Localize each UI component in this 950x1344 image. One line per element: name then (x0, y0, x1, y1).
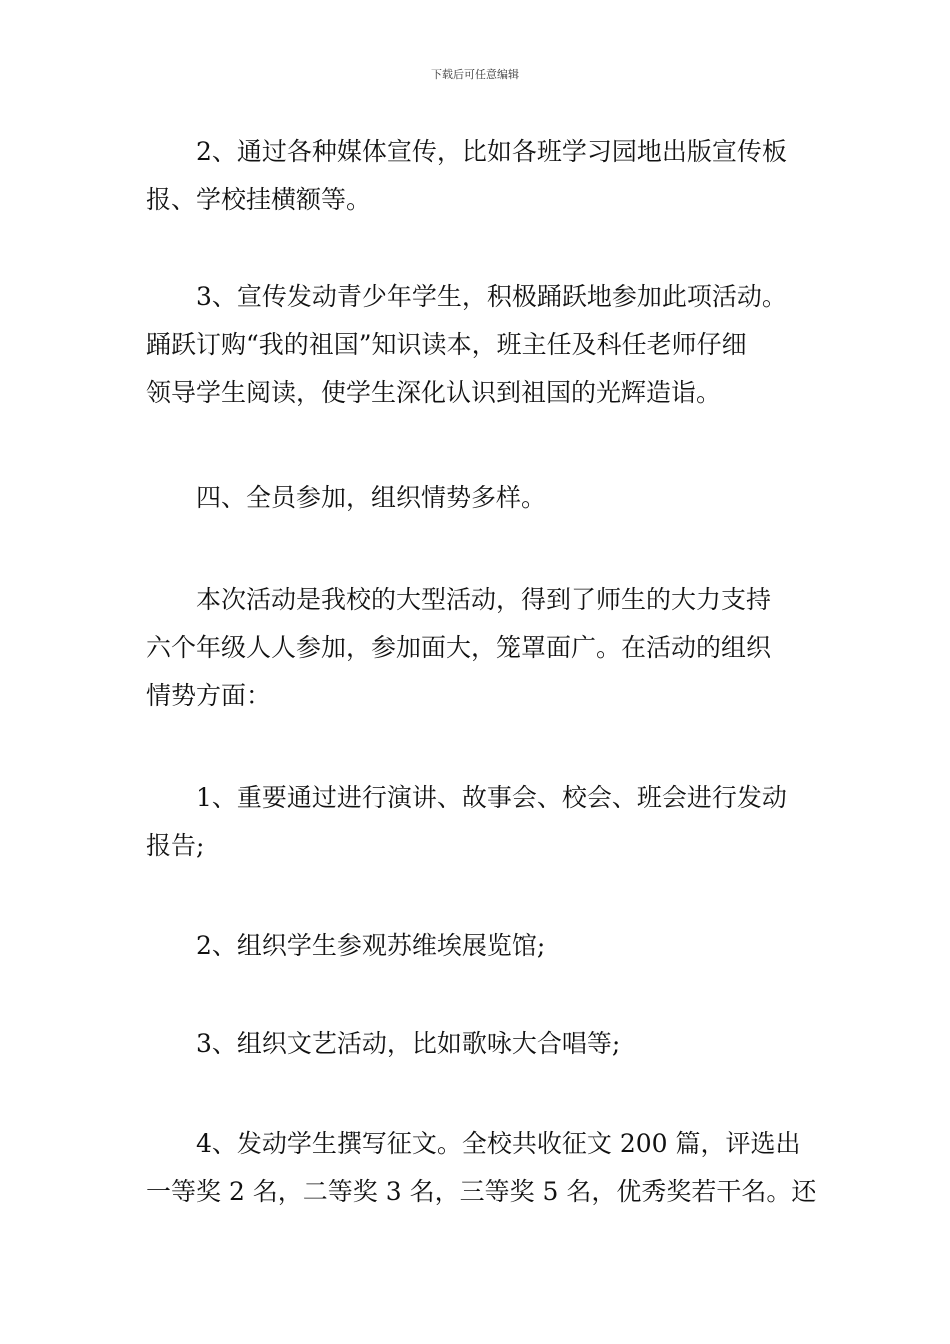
paragraph-line: 六个年级人人参加，参加面大，笼罩面广。在活动的组织 (146, 633, 772, 662)
paragraph-line: 3、宣传发动青少年学生，积极踊跃地参加此项活动。 (196, 282, 787, 311)
paragraph-2 (146, 273, 816, 417)
paragraph-line: 报告; (146, 831, 205, 860)
paragraph-line: 1、重要通过进行演讲、故事会、校会、班会进行发动 (196, 783, 787, 812)
section-heading-4 (146, 474, 816, 522)
paragraph-line: 2、通过各种媒体宣传，比如各班学习园地出版宣传板 (196, 137, 787, 166)
paragraph-line: 本次活动是我校的大型活动，得到了师生的大力支持 (196, 585, 772, 614)
paragraph-7 (146, 1120, 816, 1216)
paragraph-line: 领导学生阅读，使学生深化认识到祖国的光辉造诣。 (146, 378, 722, 407)
paragraph-6 (146, 1020, 816, 1068)
paragraph-5 (146, 922, 816, 970)
paragraph-4 (146, 774, 816, 870)
paragraph-line: 情势方面： (146, 681, 272, 710)
paragraph-line: 四、全员参加，组织情势多样。 (196, 483, 547, 512)
paragraph-1 (146, 128, 816, 224)
paragraph-line: 4、发动学生撰写征文。全校共收征文 200 篇，评选出 (196, 1129, 801, 1158)
paragraph-line: 2、组织学生参观苏维埃展览馆; (196, 931, 546, 960)
paragraph-3 (146, 576, 816, 720)
page-header: 下载后可任意编辑 (431, 68, 519, 81)
paragraph-line: 报、学校挂横额等。 (146, 185, 372, 214)
paragraph-line: 3、组织文艺活动，比如歌咏大合唱等; (196, 1029, 621, 1058)
paragraph-line: 踊跃订购“我的祖国”知识读本，班主任及科任老师仔细 (146, 330, 747, 359)
paragraph-line: 一等奖 2 名，二等奖 3 名，三等奖 5 名，优秀奖若干名。还 (146, 1177, 817, 1206)
